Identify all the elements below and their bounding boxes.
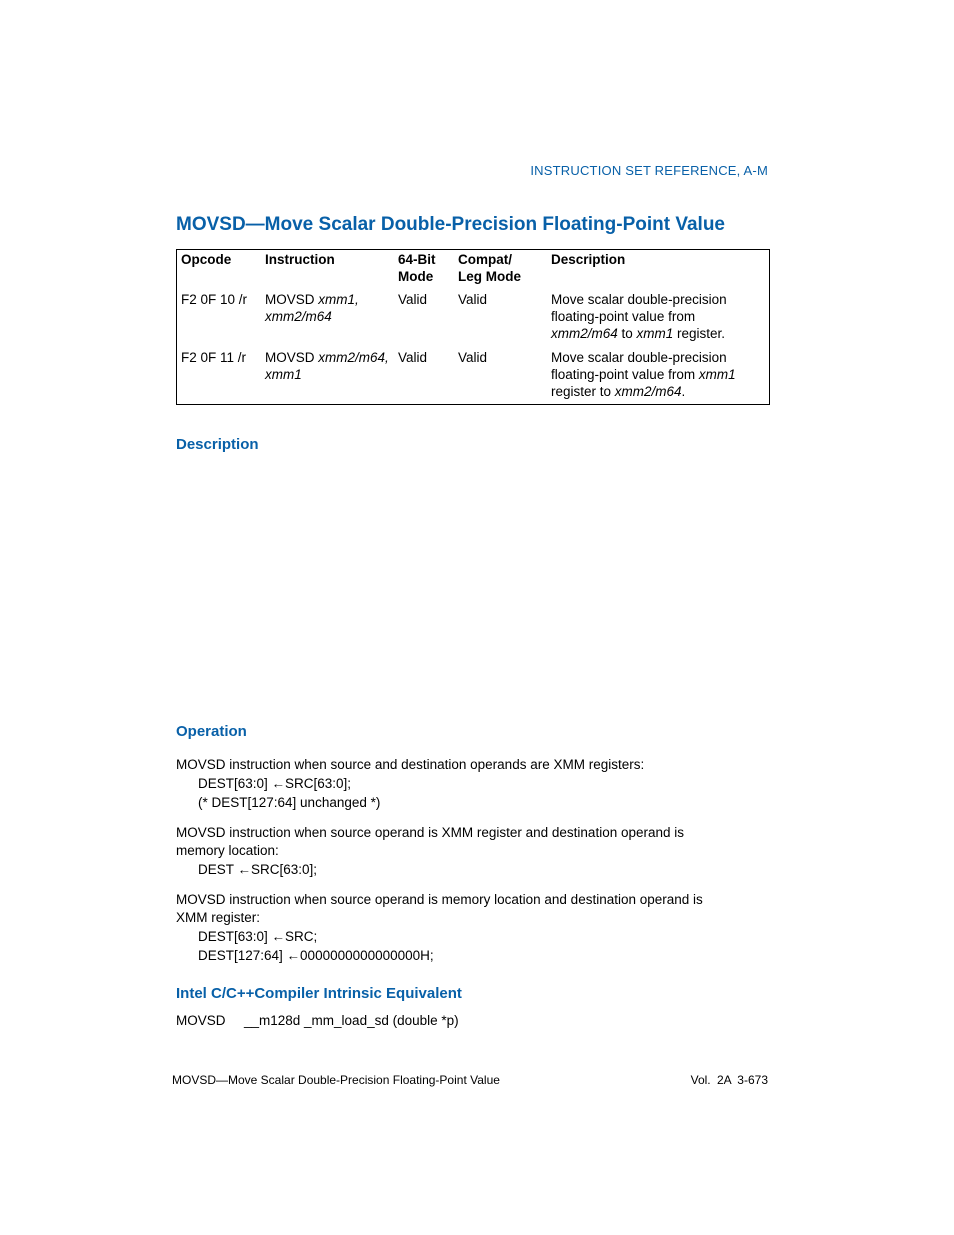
table-row: [177, 291, 770, 349]
cell-compat-mode: Valid: [458, 292, 488, 307]
operation-code-line: DEST[63:0] ←SRC[63:0];: [198, 776, 352, 791]
opcode-table: [176, 249, 770, 405]
header-instruction: Instruction: [265, 252, 335, 267]
cell-instruction: MOVSD xmm1, xmm2/m64: [265, 292, 359, 324]
operation-case-xmm-to-xmm: [176, 756, 736, 812]
cell-description: Move scalar double-precision floating-point value from xmm1 register to xmm2/m64.: [551, 350, 736, 399]
section-heading-intrinsic: Intel C/C++Compiler Intrinsic Equivalent: [176, 985, 462, 1002]
intrinsic-equivalent: [176, 1013, 459, 1028]
page-title: MOVSD—Move Scalar Double-Precision Floating-Point Value: [176, 214, 725, 235]
intrinsic-signature: __m128d _mm_load_sd (double *p): [244, 1013, 459, 1028]
header-64bit-mode: 64-Bit Mode: [398, 252, 436, 284]
section-heading-operation: Operation: [176, 723, 247, 740]
cell-compat-mode: Valid: [458, 350, 488, 365]
operation-case-mem-to-xmm: [176, 891, 736, 965]
operation-case-lead: MOVSD instruction when source and destination operands are XMM registers:: [176, 757, 645, 772]
operation-code-line: (* DEST[127:64] unchanged *): [198, 795, 381, 810]
cell-64bit-mode: Valid: [398, 292, 428, 307]
operation-case-lead: memory location:: [176, 843, 279, 858]
cell-instruction: MOVSD xmm2/m64, xmm1: [265, 350, 389, 382]
cell-64bit-mode: Valid: [398, 350, 428, 365]
section-heading-description: Description: [176, 436, 259, 453]
operation-case-lead: MOVSD instruction when source operand is XMM register and destination operand is: [176, 825, 685, 840]
table-row: [177, 349, 770, 405]
operation-case-lead: XMM register:: [176, 910, 261, 925]
operation-case-lead: MOVSD instruction when source operand is memory location and destination operand is: [176, 892, 703, 907]
operation-code-line: DEST ←SRC[63:0];: [198, 862, 318, 877]
header-opcode: Opcode: [181, 252, 232, 267]
cell-opcode: F2 0F 10 /r: [181, 292, 248, 307]
running-header: INSTRUCTION SET REFERENCE, A-M: [530, 163, 768, 178]
footer-page-number: Vol. 2A 3-673: [690, 1073, 768, 1087]
header-description: Description: [551, 252, 626, 267]
header-compat-mode: Compat/ Leg Mode: [458, 252, 521, 284]
intrinsic-mnemonic: MOVSD: [176, 1013, 226, 1028]
cell-description: Move scalar double-precision floating-point value from xmm2/m64 to xmm1 register.: [551, 292, 727, 341]
operation-case-xmm-to-mem: [176, 824, 736, 879]
table-header-row: [177, 250, 770, 292]
operation-code-line: DEST[63:0] ←SRC;: [198, 929, 318, 944]
operation-code-line: DEST[127:64] ←0000000000000000H;: [198, 948, 434, 963]
cell-opcode: F2 0F 11 /r: [181, 350, 247, 365]
footer-title: MOVSD—Move Scalar Double-Precision Floating-Point Value: [172, 1073, 500, 1087]
